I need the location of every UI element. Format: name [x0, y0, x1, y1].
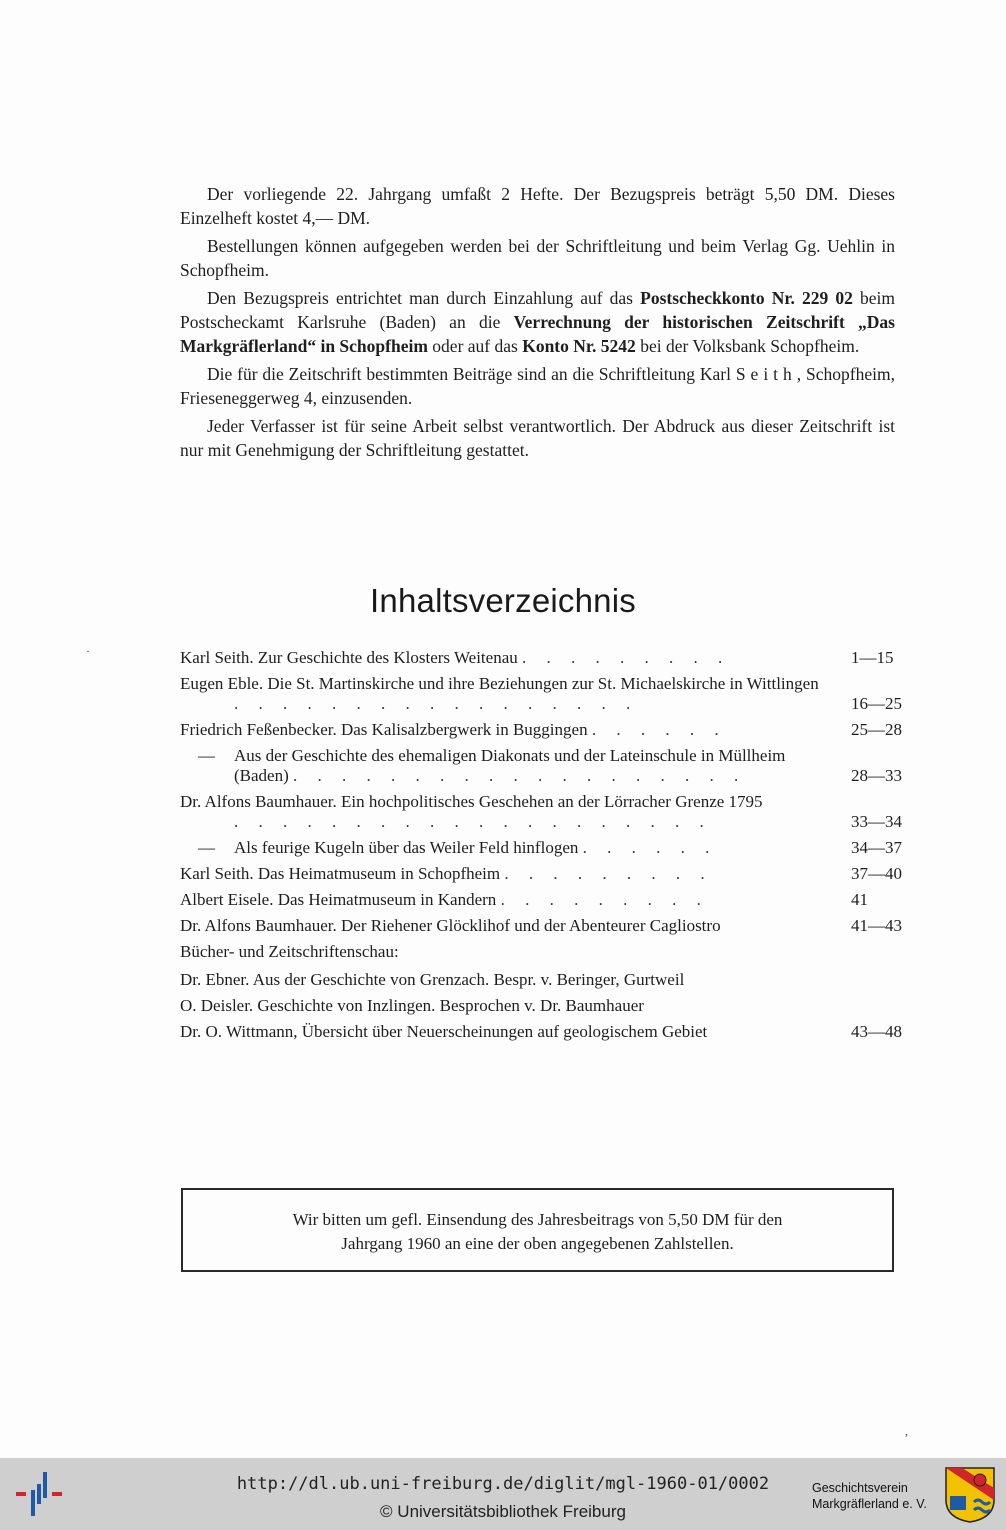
table-of-contents: [180, 648, 902, 1048]
footer-bar: [0, 1458, 1006, 1530]
toc-entry-title: O. Deisler. Geschichte von Inzlingen. Besprochen v. Dr. Baumhauer: [180, 996, 644, 1015]
toc-entry-title: Friedrich Feßenbecker. Das Kalisalzbergwerk in Buggingen: [180, 720, 588, 739]
toc-entry-text: [180, 648, 823, 668]
toc-entry-title: Dr. Alfons Baumhauer. Der Riehener Glöcklihof und der Abenteurer Cagliostro: [180, 916, 721, 935]
toc-entry: [180, 674, 902, 714]
p4-text-c: , Schopfheim, Frieseneggerweg 4, einzusenden.: [180, 364, 895, 408]
toc-entry-text: [180, 864, 823, 884]
toc-entry-text: [180, 746, 823, 786]
toc-entry-text: [180, 970, 823, 990]
notice-line-2: Jahrgang 1960 an eine der oben angegebenen Zahlstellen.: [341, 1234, 734, 1253]
toc-entry: [180, 792, 902, 832]
toc-entry-pages: 25—28: [851, 720, 902, 739]
recipient-name: Verrechnung der historischen Zeitschrift „Das Markgräflerland“ in Schopfheim: [180, 312, 895, 356]
toc-entry-pages: 37—40: [851, 864, 902, 883]
intro-notes: [180, 182, 895, 466]
toc-entry-text: [180, 942, 823, 962]
p3-text-c: beim Postscheckamt Karlsruhe (Baden) an die: [180, 288, 895, 332]
coat-of-arms-icon: [944, 1466, 996, 1524]
bank-account: Konto Nr. 5242: [522, 336, 636, 356]
leader-dots: . . . . . . . . . . . . . . . . .: [234, 694, 639, 713]
document-url[interactable]: http://dl.ub.uni-freiburg.de/diglit/mgl-1960-01/0002: [236, 1474, 770, 1494]
toc-entry-title: Als feurige Kugeln über das Weiler Feld hinflogen: [234, 838, 579, 857]
p3-text-e: oder auf das: [427, 336, 523, 356]
toc-entry: [180, 864, 902, 884]
toc-entry-title: Aus der Geschichte des ehemaligen Diakonats und der Lateinschule in Müllheim (Baden): [234, 746, 786, 785]
notice-box: [181, 1188, 894, 1272]
toc-entry-title: Karl Seith. Das Heimatmuseum in Schopfheim: [180, 864, 501, 883]
p3-text-g: bei der Volksbank Schopfheim.: [635, 336, 860, 356]
society-line-1: Geschichtsverein: [812, 1481, 908, 1495]
toc-entry: [180, 746, 902, 786]
copyright-text: © Universitätsbibliothek Freiburg: [380, 1502, 626, 1521]
toc-entry-pages: 1—15: [851, 648, 894, 667]
leader-dots: . . . . . .: [582, 838, 718, 857]
toc-entry-text: [180, 1022, 823, 1042]
toc-entry-title: Albert Eisele. Das Heimatmuseum in Kandern: [180, 890, 497, 909]
toc-entry-title: Dr. Alfons Baumhauer. Ein hochpolitisches Geschehen an der Lörracher Grenze 1795: [180, 792, 763, 811]
intro-paragraph-5: Jeder Verfasser ist für seine Arbeit selbst verantwortlich. Der Abdruck aus dieser Zeitschrift ist nur mit Genehmigung der Schriftleitung gestattet.: [180, 416, 895, 460]
toc-entry-title: Bücher- und Zeitschriftenschau:: [180, 942, 399, 961]
toc-entry-title: Karl Seith. Zur Geschichte des Klosters Weitenau: [180, 648, 518, 667]
postscheck-account: Postscheckkonto Nr. 229 02: [640, 288, 853, 308]
toc-entry-pages: 43—48: [851, 1022, 902, 1041]
toc-entry-text: [180, 720, 823, 740]
leader-dots: . . . . . . . . .: [522, 648, 731, 667]
toc-entry-title: Dr. O. Wittmann, Übersicht über Neuerscheinungen auf geologischem Gebiet: [180, 1022, 708, 1041]
leader-dots: . . . . . .: [591, 720, 727, 739]
society-name: [812, 1480, 942, 1512]
intro-paragraph-3: [180, 286, 895, 358]
toc-entry-pages: 41—43: [851, 916, 902, 935]
toc-entry-text: [180, 996, 823, 1016]
toc-entry: [180, 970, 895, 990]
toc-entry-pages: 16—25: [851, 694, 902, 713]
ditto-dash: —: [198, 838, 215, 857]
toc-entry-title: Dr. Ebner. Aus der Geschichte von Grenzach. Bespr. v. Beringer, Gurtweil: [180, 970, 685, 989]
notice-line-1: Wir bitten um gefl. Einsendung des Jahresbeitrags von 5,50 DM für den: [292, 1210, 783, 1229]
toc-entry-text: [180, 916, 823, 936]
society-line-2: Markgräflerland e. V.: [812, 1497, 927, 1511]
scan-speck: ·: [86, 644, 90, 658]
leader-dots: . . . . . . . . . . . . . . . . . . . .: [234, 812, 712, 831]
toc-entry: [180, 916, 902, 936]
toc-entry: [180, 942, 895, 962]
toc-entry-pages: 41: [851, 890, 868, 909]
toc-entry-text: [180, 838, 823, 858]
toc-entry: [180, 996, 895, 1016]
leader-dots: . . . . . . . . . . . . . . . . . . .: [293, 766, 747, 785]
scan-speck: ,: [905, 1424, 908, 1438]
leader-dots: . . . . . . . . .: [500, 890, 709, 909]
toc-entry-text: [180, 890, 823, 910]
toc-entry-title: Eugen Eble. Die St. Martinskirche und ihre Beziehungen zur St. Michaelskirche in Wittlingen: [180, 674, 819, 693]
toc-entry-pages: 28—33: [851, 766, 902, 785]
toc-entry: [180, 648, 895, 668]
leader-dots: . . . . . . . . .: [504, 864, 713, 883]
ditto-dash: —: [198, 746, 215, 765]
toc-entry-pages: 34—37: [851, 838, 902, 857]
editor-name: Seith: [735, 364, 797, 384]
toc-entry-text: [180, 792, 823, 832]
toc-entry: [180, 838, 902, 858]
intro-paragraph-1: Der vorliegende 22. Jahrgang umfaßt 2 Hefte. Der Bezugspreis beträgt 5,50 DM. Dieses Einzelheft kostet 4,— DM.: [180, 184, 895, 228]
toc-entry: [180, 890, 895, 910]
toc-entry-pages: 33—34: [851, 812, 902, 831]
toc-entry: [180, 1022, 902, 1042]
intro-paragraph-4: [180, 362, 895, 410]
p4-text-a: Die für die Zeitschrift bestimmten Beiträge sind an die Schriftleitung Karl: [207, 364, 736, 384]
toc-entry-text: [180, 674, 823, 714]
intro-paragraph-2: Bestellungen können aufgegeben werden bei der Schriftleitung und beim Verlag Gg. Uehlin in Schopfheim.: [180, 236, 895, 280]
page-title: Inhaltsverzeichnis: [370, 582, 636, 619]
toc-entry: [180, 720, 902, 740]
p3-text-a: Den Bezugspreis entrichtet man durch Einzahlung auf das: [207, 288, 641, 308]
